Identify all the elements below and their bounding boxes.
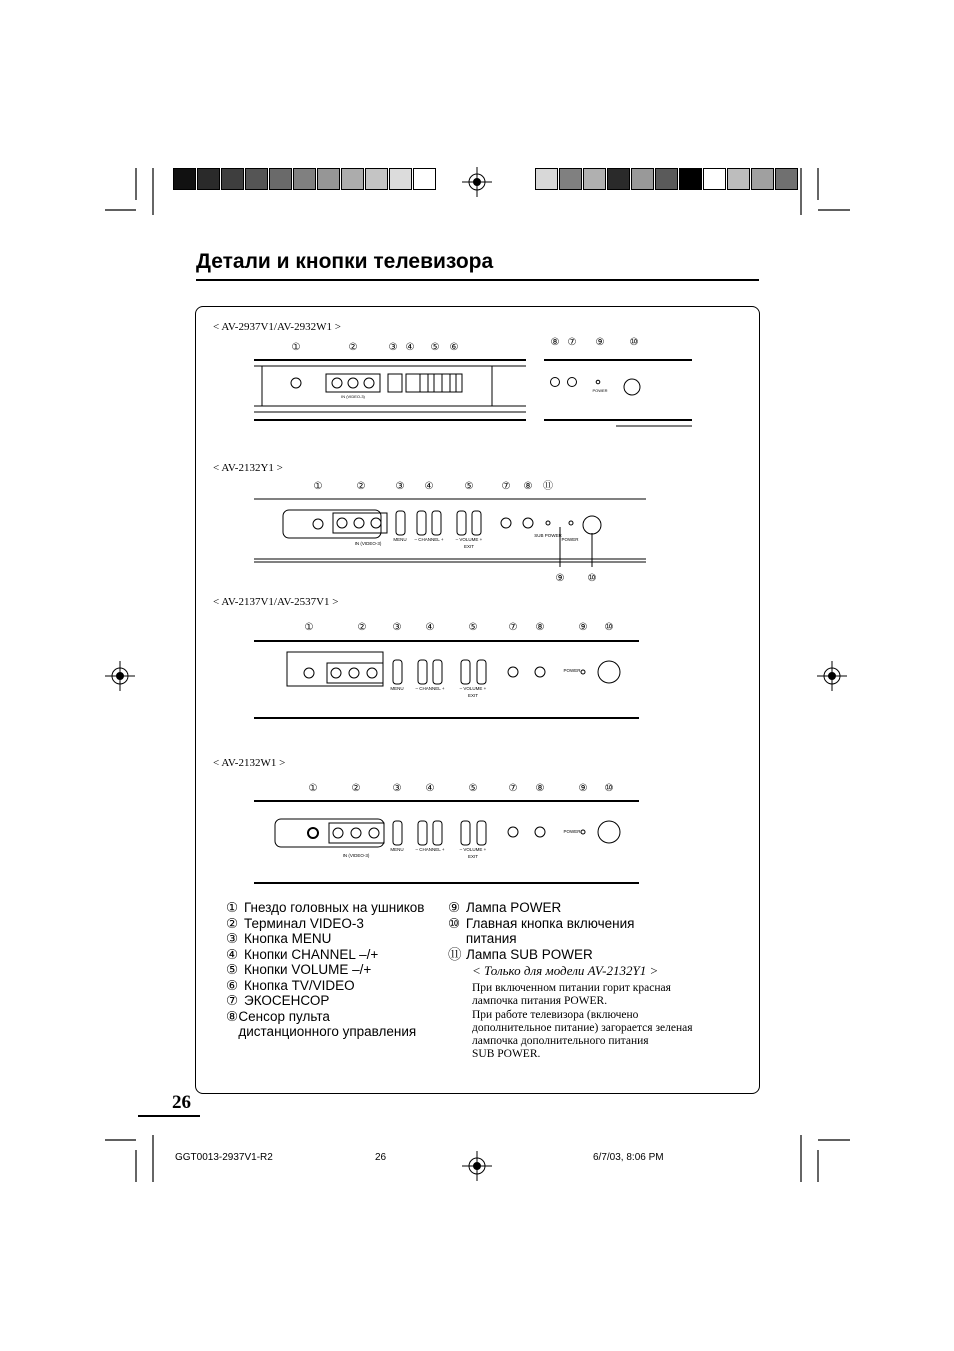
color-swatch <box>727 168 750 190</box>
note-line: лампочка дополнительного питания <box>472 1035 649 1048</box>
footer-code: GGT0013-2937V1-R2 <box>175 1152 273 1163</box>
legend-number: ⑪ <box>448 946 462 962</box>
note-line: При работе телевизора (включено <box>472 1008 639 1021</box>
legend-number: ⑩ <box>448 915 461 931</box>
svg-text:⑪: ⑪ <box>543 481 553 492</box>
svg-text:⑩: ⑩ <box>604 783 614 794</box>
legend-text: Кнопка MENU <box>244 931 332 946</box>
svg-text:①: ① <box>304 622 314 633</box>
color-swatch <box>607 168 630 190</box>
footer-page: 26 <box>375 1152 387 1163</box>
diagram-av2132y1 <box>196 475 756 590</box>
color-swatch <box>583 168 606 190</box>
registration-mark-left <box>105 661 135 691</box>
note-line: При включенном питании горит красная <box>472 982 671 994</box>
svg-text:POWER: POWER <box>563 668 581 673</box>
color-swatch <box>173 168 196 190</box>
svg-text:⑦: ⑦ <box>508 783 518 794</box>
headphone-jack <box>291 378 301 388</box>
svg-text:④: ④ <box>424 481 434 492</box>
svg-text:SUB POWER: SUB POWER <box>534 533 562 538</box>
svg-text:POWER: POWER <box>563 829 581 834</box>
svg-text:MENU: MENU <box>393 537 407 542</box>
svg-text:⑩: ⑩ <box>587 573 597 584</box>
registration-mark-right <box>817 661 847 691</box>
svg-text:①: ① <box>291 342 301 353</box>
color-swatch <box>389 168 412 190</box>
svg-text:– CHANNEL +: – CHANNEL + <box>415 686 445 691</box>
svg-text:⑨: ⑨ <box>555 573 565 584</box>
svg-text:⑤: ⑤ <box>468 622 478 633</box>
svg-text:⑤: ⑤ <box>464 481 474 492</box>
legend-item <box>226 978 426 994</box>
color-swatch <box>775 168 798 190</box>
legend-number: ⑨ <box>448 900 461 915</box>
svg-text:⑨: ⑨ <box>578 783 588 794</box>
legend-text: Терминал VIDEO-3 <box>244 915 364 931</box>
svg-text:③: ③ <box>392 622 402 633</box>
color-swatch <box>703 168 726 190</box>
footer-date: 6/7/03, 8:06 PM <box>593 1152 664 1163</box>
legend-item <box>226 962 426 978</box>
legend-item <box>226 1009 426 1040</box>
svg-text:⑧: ⑧ <box>523 481 533 492</box>
svg-text:⑦: ⑦ <box>501 481 511 492</box>
svg-text:– VOLUME +: – VOLUME + <box>455 537 483 542</box>
legend-number: ⑤ <box>226 962 239 977</box>
svg-text:④: ④ <box>405 342 415 353</box>
legend-item <box>226 993 426 1009</box>
legend-number: ① <box>226 900 239 915</box>
svg-text:⑦: ⑦ <box>567 337 577 348</box>
svg-text:④: ④ <box>425 783 435 794</box>
color-swatch <box>413 168 436 190</box>
note-heading: < Только для модели AV-2132Y1 > <box>472 963 659 978</box>
legend-item <box>226 931 426 947</box>
svg-text:⑥: ⑥ <box>449 342 459 353</box>
color-swatch <box>197 168 220 190</box>
color-swatch <box>317 168 340 190</box>
svg-text:– CHANNEL +: – CHANNEL + <box>415 847 445 852</box>
color-swatch <box>535 168 558 190</box>
model-label-3: < AV-2137V1/AV-2537V1 > <box>213 596 339 608</box>
svg-text:③: ③ <box>395 481 405 492</box>
color-swatch <box>559 168 582 190</box>
color-swatch <box>245 168 268 190</box>
note-text <box>472 982 752 1062</box>
legend-item <box>226 900 426 916</box>
diagram-av2937 <box>196 330 756 440</box>
color-swatch <box>269 168 292 190</box>
page-number-rule <box>138 1115 200 1117</box>
eco-sensor <box>551 378 560 387</box>
color-swatch <box>293 168 316 190</box>
legend-item <box>448 916 688 947</box>
color-swatch <box>679 168 702 190</box>
svg-text:⑤: ⑤ <box>468 783 478 794</box>
note-line: дополнительное питание) загорается зеленая <box>472 1021 693 1034</box>
svg-text:⑦: ⑦ <box>508 622 518 633</box>
legend-number: ⑦ <box>226 993 239 1008</box>
legend-text: Кнопки CHANNEL –/+ <box>244 946 379 962</box>
legend-item <box>448 900 688 916</box>
legend-item <box>226 916 426 932</box>
svg-text:IN (VIDEO-3): IN (VIDEO-3) <box>354 541 382 546</box>
legend-text: Лампа SUB POWER <box>466 946 593 962</box>
legend-item <box>448 947 688 963</box>
legend-right <box>448 900 688 962</box>
svg-text:⑨: ⑨ <box>595 337 605 348</box>
legend-text: Кнопки VOLUME –/+ <box>244 962 372 977</box>
svg-text:②: ② <box>356 481 366 492</box>
svg-text:②: ② <box>348 342 358 353</box>
svg-text:⑩: ⑩ <box>604 622 614 633</box>
legend-text: Гнездо головных на ушников <box>244 900 425 915</box>
svg-text:MENU: MENU <box>390 686 404 691</box>
color-swatch <box>655 168 678 190</box>
color-swatch <box>341 168 364 190</box>
svg-text:③: ③ <box>388 342 398 353</box>
note-line: SUB POWER. <box>472 1048 541 1061</box>
svg-text:MENU: MENU <box>390 847 404 852</box>
color-swatch <box>221 168 244 190</box>
page-title: Детали и кнопки телевизора <box>196 250 494 273</box>
legend-number: ⑥ <box>226 977 239 993</box>
color-swatch <box>751 168 774 190</box>
svg-text:⑩: ⑩ <box>629 337 639 348</box>
svg-text:③: ③ <box>392 783 402 794</box>
svg-text:EXIT: EXIT <box>463 544 475 549</box>
legend-text: Лампа POWER <box>466 900 562 915</box>
svg-text:②: ② <box>351 783 361 794</box>
color-bar-right <box>535 168 799 190</box>
legend-text: Сенсор пульта дистанционного управления <box>238 1008 417 1039</box>
svg-text:⑧: ⑧ <box>535 783 545 794</box>
svg-text:EXIT: EXIT <box>467 854 479 859</box>
diagram-av2132w1 <box>196 773 756 888</box>
color-swatch <box>365 168 388 190</box>
svg-text:⑨: ⑨ <box>578 622 588 633</box>
model-label-1: < AV-2937V1/AV-2932W1 > <box>213 321 341 333</box>
color-swatch <box>631 168 654 190</box>
legend-left <box>226 900 426 1040</box>
legend-number: ④ <box>226 946 239 962</box>
registration-mark-top <box>462 167 492 197</box>
svg-text:POWER: POWER <box>592 388 608 393</box>
legend-number: ② <box>226 915 239 931</box>
page-number: 26 <box>172 1092 191 1113</box>
svg-text:– CHANNEL +: – CHANNEL + <box>414 537 444 542</box>
model-label-2: < AV-2132Y1 > <box>213 462 283 474</box>
color-bar-left <box>173 168 437 190</box>
note-line: лампочка питания POWER. <box>472 995 608 1008</box>
svg-text:IN (VIDEO-3): IN (VIDEO-3) <box>341 394 365 399</box>
svg-text:④: ④ <box>425 622 435 633</box>
legend-text: Кнопка TV/VIDEO <box>244 977 355 993</box>
power-lamp <box>596 380 600 384</box>
remote-sensor <box>568 378 577 387</box>
legend-text: ЭКОСЕНСОР <box>244 993 330 1008</box>
registration-mark-bottom <box>462 1151 492 1181</box>
svg-text:①: ① <box>313 481 323 492</box>
svg-text:POWER: POWER <box>561 537 579 542</box>
svg-text:①: ① <box>308 783 318 794</box>
svg-text:– VOLUME +: – VOLUME + <box>459 686 487 691</box>
svg-text:– VOLUME +: – VOLUME + <box>459 847 487 852</box>
legend-text: Главная кнопка включения питания <box>465 915 635 946</box>
model-label-4: < AV-2132W1 > <box>213 757 286 769</box>
title-rule <box>196 279 759 281</box>
power-button <box>624 379 640 395</box>
legend-number: ③ <box>226 931 239 946</box>
svg-text:②: ② <box>357 622 367 633</box>
svg-text:IN (VIDEO-3): IN (VIDEO-3) <box>342 853 370 858</box>
legend-number: ⑧ <box>226 1008 239 1024</box>
svg-text:EXIT: EXIT <box>467 693 479 698</box>
diagram-av2137v1 <box>196 612 756 727</box>
svg-text:⑧: ⑧ <box>535 622 545 633</box>
svg-text:⑤: ⑤ <box>430 342 440 353</box>
legend-item <box>226 947 426 963</box>
svg-text:⑧: ⑧ <box>550 337 560 348</box>
